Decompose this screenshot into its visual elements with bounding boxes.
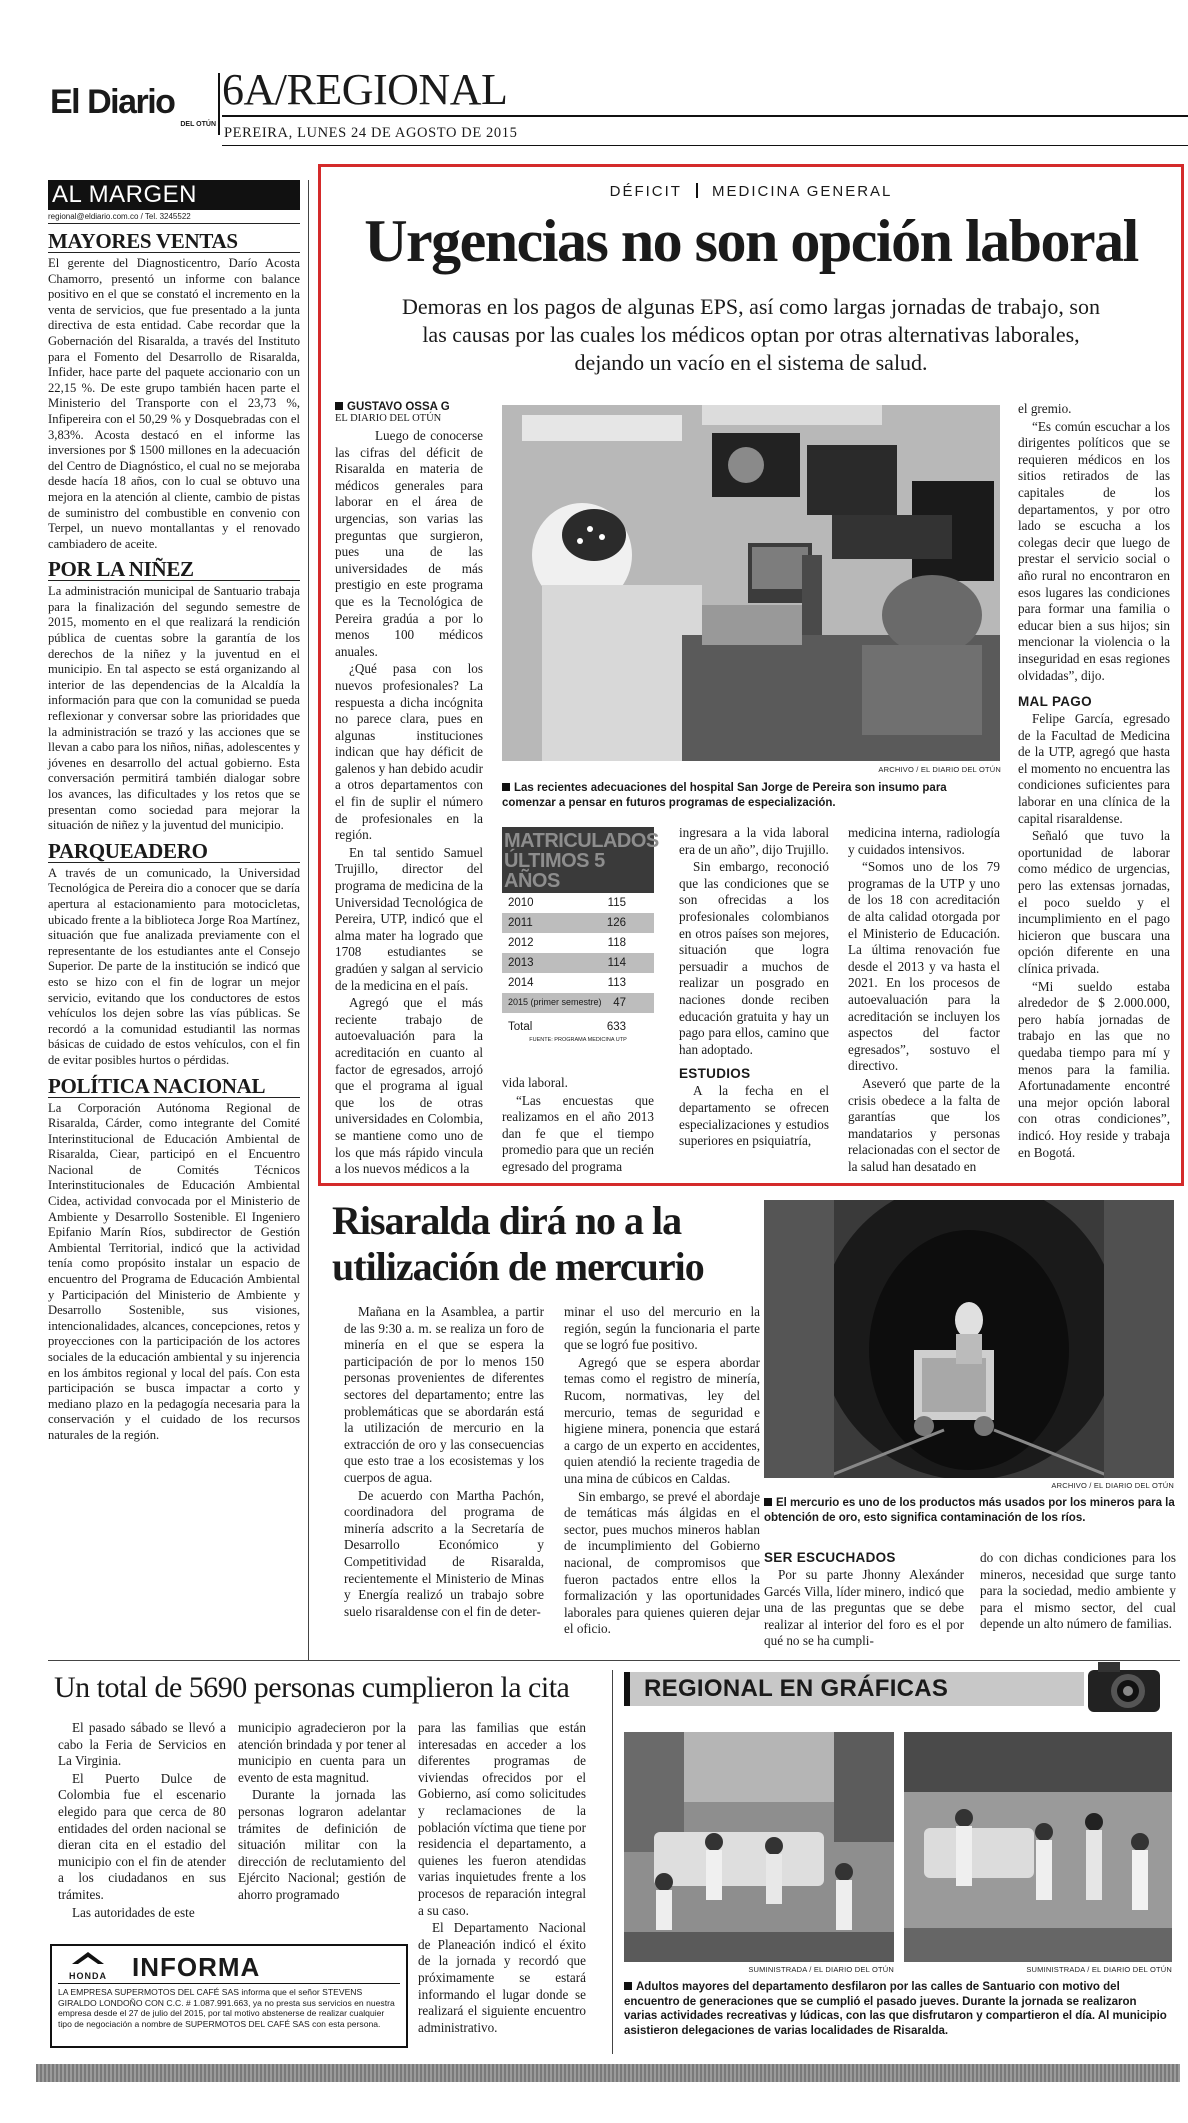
parade-photo-right <box>904 1732 1172 1962</box>
fair-story <box>48 1668 608 2053</box>
mine-photo-caption-text: El mercurio es uno de los productos más usados por los mineros para la obtención de oro, esto significa contaminación de los ríos. <box>764 1497 1175 1524</box>
paragraph: “Mi sueldo estaba alrededor de $ 2.000.000, pero había jornadas de trabajo en las que no quedaba tiempo para mí y menos para la familia. Afortunadamente encontré una mejor opción laboral con otras condiciones”, indicó. Hoy reside y trabaja en Bogotá. <box>1018 978 1170 1160</box>
bullet-icon <box>764 1498 772 1506</box>
hospital-photo <box>502 405 1000 761</box>
table-value: 47 <box>613 997 626 1009</box>
mine-photo <box>764 1200 1174 1478</box>
honda-ad <box>50 1944 408 2048</box>
bullet-icon <box>624 1982 632 1990</box>
masthead-divider <box>218 73 220 135</box>
section-divider <box>48 1660 1180 1661</box>
fair-column-3 <box>418 1720 586 2037</box>
story-deck: Demoras en los pagos de algunas EPS, así como largas jornadas de trabajo, son las causas por las cuales los médicos optan por otras alternativas laborales, dejando un vacío en el sistema de salud. <box>402 294 1100 375</box>
paragraph: Felipe García, egresado de la Facultad de Medicina de la UTP, agregó que hasta el momento no encuentra las condiciones suficientes para laborar en una clínica de la capital risaraldense. <box>1018 711 1170 826</box>
table-total-label: Total <box>508 1021 533 1033</box>
paragraph: A la fecha en el departamento se ofrecen especializaciones y estudios superiores en psiquiatría, <box>679 1083 829 1149</box>
table-year: 2011 <box>508 917 533 929</box>
paragraph: “Somos uno de los 79 programas de la UTP y uno de los 18 con acreditación de alta calidad otorgada por el Ministerio de Educación. La última renovación fue desde el 2013 y va hasta el 2021. En los procesos de autoevaluación para la acreditación se incluyen los aspectos del factor egresados”, sostuvo el directivo. <box>848 859 1000 1074</box>
paragraph: El Departamento Nacional de Planeación indicó el éxito de la jornada y recordó que próximamente se estará informando el lugar donde se realizará el siguiente encuentro administrativo. <box>418 1920 586 2035</box>
paragraph: Aseveró que parte de la crisis obedece a la falta de garantías que los mandatarios y personas relacionadas con el sector de la salud han desatado en <box>848 1075 1000 1174</box>
honda-logo <box>58 1950 118 1981</box>
byline <box>335 401 483 413</box>
margin-item <box>48 558 300 834</box>
paragraph: De acuerdo con Martha Pachón, coordinadora del programa de minería adscrito a la Secretaría de Desarrollo Económico y Competitividad de Risaralda, recientemente el Ministerio de Minas y Energía realizó un trabajo sobre suelo risaraldense con el fin de deter- <box>344 1487 544 1619</box>
logo-text: El Diario <box>50 83 175 121</box>
table-value: 114 <box>607 957 626 969</box>
masthead <box>40 55 1170 150</box>
table-year: 2013 <box>508 957 534 969</box>
bullet-icon <box>335 402 343 410</box>
margin-heading: POLÍTICA NACIONAL <box>48 1075 300 1098</box>
mercury-column-4 <box>980 1550 1176 1634</box>
paragraph: Agregó que el más reciente trabajo de autoevaluación para la acreditación en cuanto al factor de egresados, arrojó que el programa al igual que los de otras universidades en Colombia, se mantiene como uno de los que más rápido vincula a los nuevos médicos a la <box>335 995 483 1177</box>
margin-item <box>48 840 300 1069</box>
honda-ad-text: LA EMPRESA SUPERMOTOS DEL CAFÉ SAS informa que el señor STEVENS GIRALDO LONDOÑO CON C.C. # 1.087.991.663, ya no presta sus servicios en nuestra empresa desde el 27 de julio del 2015, por tal motivo abstenerse de realizar cualquier tipo de negociación a nombre de SUPERMOTOS DEL CAFÉ SAS con esta persona. <box>58 1987 395 2029</box>
paragraph: para las familias que están interesadas en acceder a los diferentes programas de viviendas ofrecidos por el Gobierno, así como solicitudes y reclamaciones de la población víctima que tiene por residencia el departamento, a quienes les fueron atendidas varias inquietudes frente a los procesos de reparación integral a su caso. <box>418 1720 586 1918</box>
paragraph: Mañana en la Asamblea, a partir de las 9:30 a. m. se realiza un foro de minería en el que se espera la participación de por lo menos 150 personas provenientes de diferentes sectores del departamento; entre las problemáticas que se abordarán está la utilización de mercurio en la extracción de oro y las consecuencias que esto trae a los ecosistemas y los cuerpos de agua. <box>344 1304 544 1485</box>
mercury-column-3 <box>764 1550 964 1651</box>
paragraph: En tal sentido Samuel Trujillo, director del programa de medicina de la Universidad Tecnológica de Pereira, UTP, indicó que el alma mater ha logrado que 1708 estudiantes se gradúen y salgan al servicio de la medicina en el país. <box>335 844 483 993</box>
byline-name: GUSTAVO OSSA G <box>347 401 450 413</box>
honda-ad-header <box>58 1950 400 1984</box>
paragraph: medicina interna, radiología y cuidados intensivos. <box>848 825 1000 857</box>
mine-photo-caption <box>764 1496 1176 1525</box>
column-divider <box>308 180 309 1660</box>
table-row <box>502 993 654 1013</box>
bullet-icon <box>502 783 510 791</box>
parade-illustration-right <box>904 1732 1172 1962</box>
story-column-1 <box>335 401 483 1179</box>
kicker-right: MEDICINA GENERAL <box>712 183 893 200</box>
story-column-4 <box>848 825 1000 1176</box>
table-total-value: 633 <box>606 1021 626 1033</box>
paragraph: Las autoridades de este <box>72 1904 195 1920</box>
subhead-estudios: ESTUDIOS <box>679 1066 751 1082</box>
margin-text: A través de un comunicado, la Universidad Tecnológica de Pereira dio a conocer que se daría apertura al estacionamiento para motocicletas, ubicado frente a la biblioteca Jorge Roa Martínez, situación que fue analizada previamente con el representante de los estudiantes ante el Consejo Superior. De parte de la institución se indicó que esto se hizo con el fin de lograr un mejor servicio, evitando que los conductores de estos vehículos los dejen sobre las vías públicas. Se recordó a la comunidad estudiantil las normas básicas de cuidado de estos vehículos, con el fin de evitar posibles hurtos o pérdidas. <box>48 865 300 1067</box>
dateline: PEREIRA, LUNES 24 DE AGOSTO DE 2015 <box>224 125 518 141</box>
paragraph: Por su parte Jhonny Alexánder Garcés Villa, líder minero, indicó que una de las preguntas que se debe realizar al interior del foro es el por qué no se ha cumpli- <box>764 1567 964 1649</box>
story-column-2 <box>502 1075 654 1177</box>
paragraph: Durante la jornada las personas lograron adelantar trámites de definición de situación militar con la dirección de reclutamiento del Ejército Nacional; gestión de ahorro programado <box>238 1787 406 1902</box>
table-row <box>502 953 654 973</box>
section-divider <box>612 1670 613 2054</box>
matriculados-table <box>502 827 659 1043</box>
table-title-line1: MATRICULADOS <box>504 830 659 852</box>
paragraph: minar el uso del mercurio en la región, según la funcionaria el parte que se logró fue positivo. <box>564 1304 760 1353</box>
photo-caption-text: Las recientes adecuaciones del hospital San Jorge de Pereira son insumo para comenzar a pensar en futuros programas de especialización. <box>502 782 947 809</box>
subhead-ser-escuchados: SER ESCUCHADOS <box>764 1550 896 1565</box>
mercury-story <box>330 1196 1180 1656</box>
margin-text: El gerente del Diagnosticentro, Darío Acosta Chamorro, presentó un informe con balance positivo en el que se constató el incremento en la venta de servicios, que fue presentado a la junta directiva de esta entidad. Cabe recordar que la Gobernación del Risaralda, a través del Instituto para el Fomento del Desarrollo de Risaralda, Infider, hace parte del paquete accionario con un 22,15 %. De este grupo también hacen parte el Ministerio del Transporte con el 23,73 %, Infipereira con el 50,29 % y Dosquebradas con el 3,83%. Acosta destacó en el informe las inversiones por $ 1500 millones en la adecuación del Centro de Diagnóstico, el cual no se mejoraba desde hacía 18 años, con lo cual se obtuvo una mejora en la atención al cliente, cambio de pistas de suministro del combustible en convenio con Terpel, un nuevo montallantas y el renovado cambiadero de aceite. <box>48 256 300 551</box>
section-rule <box>222 115 1188 117</box>
mercury-column-1 <box>344 1304 544 1621</box>
paragraph: Señaló que tuvo la oportunidad de laborar como médico de urgencias, pero las extensas jornadas, el poco sueldo y el incumplimiento en el pago hicieron que buscara una opción diferente en una clínica privada. <box>1018 828 1170 976</box>
paragraph: municipio agradecieron por la atención brindada y por tener al municipio en cuenta para un evento de esta magnitud. <box>238 1720 406 1785</box>
dateline-rule <box>222 145 1188 146</box>
story-headline: Urgencias no son opción laboral <box>364 208 1138 274</box>
al-margen-title: AL MARGEN <box>52 181 197 208</box>
margin-item <box>48 230 300 552</box>
honda-wing-icon <box>70 1950 106 1966</box>
table-value: 113 <box>607 977 626 989</box>
paragraph: ¿Qué pasa con los nuevos profesionales? La respuesta a dicha incógnita no parece clara, pues en algunas instituciones indican que hay déficit de galenos y han debido acudir a otros departamentos con el fin de suplir el número de profesionales en la región. <box>335 661 483 843</box>
table-row <box>502 973 654 993</box>
mercury-headline: Risaralda dirá no a la utilización de mercurio <box>332 1198 704 1289</box>
regional-graphics <box>618 1668 1178 2053</box>
graphics-title: REGIONAL EN GRÁFICAS <box>644 1675 949 1702</box>
paragraph: Luego de conocerse las cifras del déficit de Risaralda en materia de médicos generales para laborar en el área de urgencias, son varias las preguntas que surgieron, pues una de las universidades de más prestigio en este programa que es la Tecnológica de Pereira gradúa a por lo menos 100 médicos anuales. <box>335 428 483 659</box>
table-total-row <box>502 1013 654 1035</box>
table-row <box>502 893 654 913</box>
table-year: 2015 (primer semestre) <box>508 997 602 1007</box>
byline-org: EL DIARIO DEL OTÚN <box>335 413 442 424</box>
kicker-divider <box>696 183 698 198</box>
paragraph: Sin embargo, se prevé el abordaje de temáticas más álgidas en el sector, pues muchos mineros hablan de incumplimiento del Gobierno nacional, de compromisos que fueron pactados entre ellos la formalización y las oportunidades laborales para quienes quieren dejar el oficio. <box>564 1488 760 1637</box>
table-title <box>502 827 659 893</box>
paragraph: el gremio. <box>1018 401 1072 416</box>
paragraph: vida laboral. <box>502 1075 568 1090</box>
photo-caption <box>502 781 1000 810</box>
table-source: FUENTE: PROGRAMA MEDICINA UTP <box>529 1037 627 1043</box>
honda-ad-title: INFORMA <box>132 1952 261 1982</box>
fair-headline: Un total de 5690 personas cumplieron la cita <box>54 1671 570 1704</box>
parade-photo-left-credit: SUMINISTRADA / EL DIARIO DEL OTÚN <box>748 1965 894 1974</box>
table-title-line2: ÚLTIMOS 5 AÑOS <box>504 850 605 892</box>
parade-photo-right-credit: SUMINISTRADA / EL DIARIO DEL OTÚN <box>1026 1965 1172 1974</box>
al-margen-header <box>48 180 300 210</box>
table-row <box>502 933 654 953</box>
hospital-illustration <box>502 405 1000 761</box>
camera-icon <box>1084 1656 1168 1716</box>
margin-item <box>48 1075 300 1444</box>
al-margen-column <box>48 180 300 1444</box>
table-year: 2012 <box>508 937 534 949</box>
logo-subtitle: DEL OTÚN <box>180 121 216 128</box>
table-row <box>502 913 654 933</box>
paragraph: “Las encuestas que realizamos en el año 2013 dan fe que el tiempo promedio para que un recién egresado del programa <box>502 1092 654 1174</box>
mine-photo-credit: ARCHIVO / EL DIARIO DEL OTÚN <box>1051 1481 1174 1490</box>
story-kicker <box>321 183 1181 200</box>
table-year: 2010 <box>508 897 534 909</box>
graphics-header <box>624 1672 1084 1706</box>
fair-column-1 <box>58 1720 226 1922</box>
fair-column-2 <box>238 1720 406 1905</box>
margin-heading: PARQUEADERO <box>48 840 300 863</box>
margin-text: La Corporación Autónoma Regional de Risaralda, Cárder, como integrante del Comité Interinstitucional de Educación Ambiental de Risaralda, Ciear, participó en el Encuentro Nacional de Comités Técnicos Interinstitucionales de Educación Ambiental Cidea, actividad convocada por el Ministerio de Ambiente y Desarrollo Sostenible. El Ingeniero Epifanio Marín Ríos, subdirector de Gestión Ambiental Territorial, indicó que la actividad tenía como propósito instalar un espacio de encuentro del Programa de Educación Ambiental y Participación del Ministerio de Ambiente y Desarrollo Sostenible, sus visiones, intencionalidades, alcances, concepciones, retos y proyecciones con la participación de los actores sociales de la educación ambiental y su injerencia en los ámbitos regional y local del país. Con esta participación se busca impactar a corto y mediano plazo en la pedagogía necesaria para la conservación y el cuidado de los recursos naturales de la región. <box>48 1100 300 1442</box>
table-value: 126 <box>606 917 626 929</box>
margin-heading: POR LA NIÑEZ <box>48 558 300 581</box>
parade-illustration-left <box>624 1732 894 1962</box>
graphics-caption-text: Adultos mayores del departamento desfilaron por las calles de Santuario con motivo del encuentro de generaciones que se cumplió el pasado jueves. Durante la jornada se realizaron varias actividades recreativas y lúdicas, con las que disfrutaron y compartieron el día. Al municipio asistieron delegaciones de varias localidades de Risaralda. <box>624 1981 1167 2037</box>
paragraph: El pasado sábado se llevó a cabo la Feria de Servicios en La Virginia. <box>58 1720 226 1769</box>
mercury-column-2 <box>564 1304 760 1639</box>
photo-credit: ARCHIVO / EL DIARIO DEL OTÚN <box>878 765 1001 774</box>
al-margen-contact: regional@eldiario.com.co / Tel. 3245522 <box>48 210 300 224</box>
main-story-box <box>318 164 1184 1186</box>
newspaper-logo <box>50 83 216 128</box>
kicker-left: DÉFICIT <box>609 183 682 200</box>
story-column-5 <box>1018 401 1170 1162</box>
paragraph: Sin embargo, reconoció que las condiciones que se son ofrecidas a los profesionales colombianos en otros países son mejores, situación que logra persuadir a muchos de realizar un posgrado en naciones donde reciben educación gratuita y hay un pago para ellos, camino que han adoptado. <box>679 859 829 1057</box>
subhead-mal-pago: MAL PAGO <box>1018 694 1092 710</box>
parade-photo-left <box>624 1732 894 1962</box>
story-column-3 <box>679 825 829 1151</box>
table-year: 2014 <box>508 977 534 989</box>
table-value: 115 <box>607 897 626 909</box>
margin-heading: MAYORES VENTAS <box>48 230 300 253</box>
table-value: 118 <box>607 937 626 949</box>
section-title: 6A/REGIONAL <box>222 65 508 114</box>
paragraph: El Puerto Dulce de Colombia fue el escenario elegido para que cerca de 80 entidades del orden nacional se dieran cita en el estadio del municipio con el fin de atender a los ciudadanos en sus trámites. <box>58 1770 226 1902</box>
footer-band <box>36 2064 1180 2082</box>
paragraph: Agregó que se espera abordar temas como el registro de minería, Rucom, normativas, ley del mercurio, temas de seguridad e higiene minera, ponencia que estará a cargo de un experto en accidentes, quien atendió la reciente tragedia de una mina de cúbicos en Caldas. <box>564 1354 760 1486</box>
paragraph: ingresara a la vida laboral era de un año”, dijo Trujillo. <box>679 825 829 857</box>
paragraph: do con dichas condiciones para los mineros, necesidad que surge tanto para la sociedad, medio ambiente y para el mismo sector, del cual depende un alto número de familias. <box>980 1550 1176 1632</box>
margin-text: La administración municipal de Santuario trabaja para la finalización del segundo semestre de 2015, momento en el que realizará la rendición pública de cuentas sobre la garantía de los derechos de la niñez y la juventud en el municipio. En tal aspecto se está organizando al interior de las dependencias de la Alcaldía la información para que con la comunidad se pueda reflexionar y conversar sobre las prioridades que la administración se trazó y las acciones que se llevan a cabo para los niños, niñas, adolescentes y jóvenes en desarrollo del actual gobierno. Esta conversación permitirá también dialogar sobre los avances, las dificultades y los retos que se presentan como sociedad para mejorar la situación de niñez y la juventud del municipio. <box>48 584 300 833</box>
paragraph: “Es común escuchar a los dirigentes políticos que se requieren médicos en los sitios retirados de las capitales de los departamentos, y por otro lado se escucha a los colegas decir que luego de prestar el servicio social o año rural no encontraron en esos lugares las condiciones para formar una familia o educar bien a sus hijos; sin mencionar la violencia o la inseguridad en esas regiones olvidadas”, dijo. <box>1018 418 1170 683</box>
honda-brand: HONDA <box>69 1971 107 1981</box>
mine-illustration <box>764 1200 1174 1478</box>
graphics-caption <box>624 1980 1172 2038</box>
